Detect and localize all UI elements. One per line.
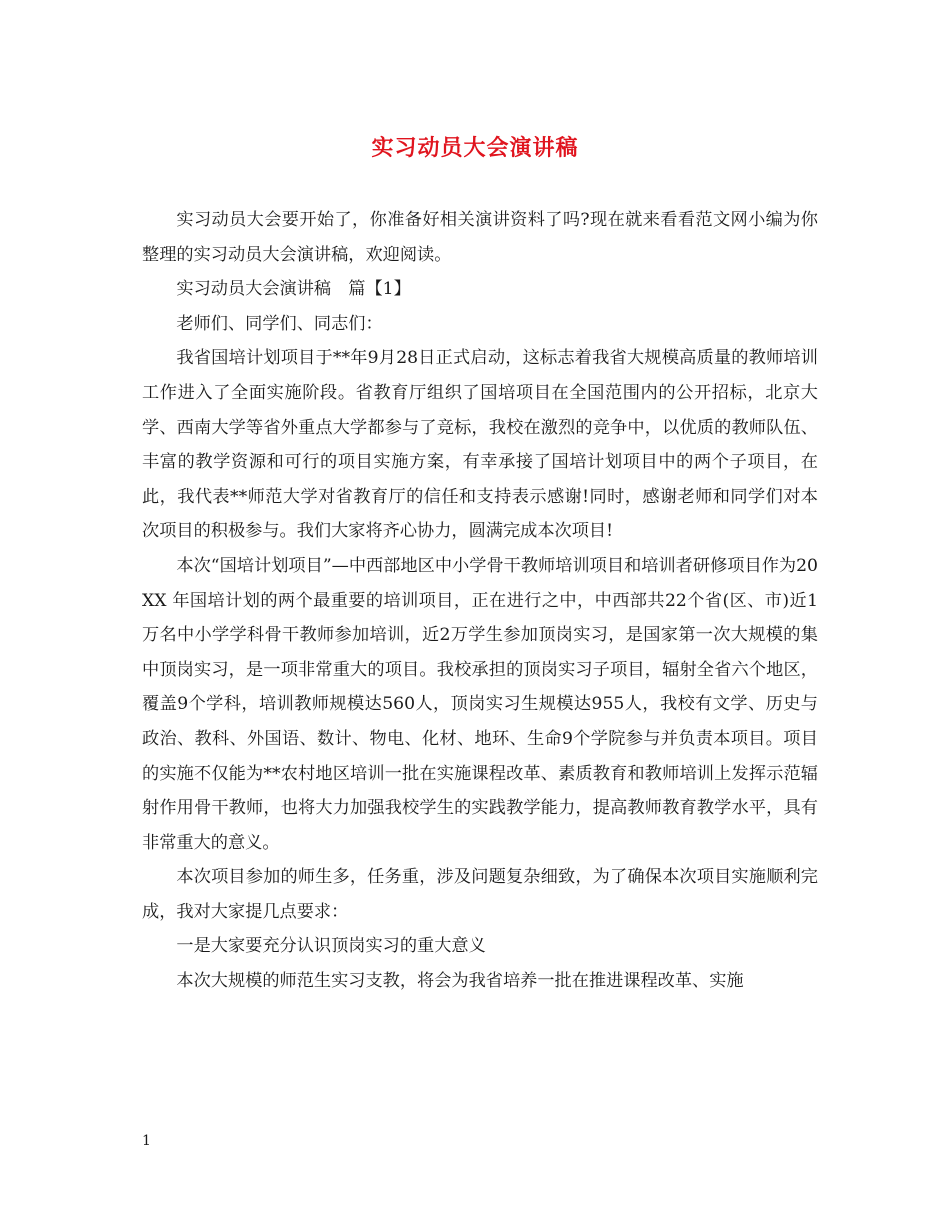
paragraph-body: 本次项目参加的师生多，任务重，涉及问题复杂细致，为了确保本次项目实施顺利完成，我对大家提几点要求：	[142, 867, 818, 922]
paragraph-body: 本次“国培计划项目”—中西部地区中小学骨干教师培训项目和培训者研修项目作为20XX 年国培计划的两个最重要的培训项目，正在进行之中，中西部共22个省(区、市)近1万名中小学学科骨干教师参加培训，近2万学生参加顶岗实习，是国家第一次大规模的集中顶岗实习，是一项非常重大的项目。我校承担的顶岗实习子项目，辐射全省六个地区，覆盖9个学科，培训教师规模达560人，顶岗实习生规模达955人，我校有文学、历史与政治、教科、外国语、数计、物电、化材、地环、生命9个学院参与并负责本项目。项目的实施不仅能为**农村地区培训一批在实施课程改革、素质教育和教师培训上发挥示范辐射作用骨干教师，也将大力加强我校学生的实践教学能力，提高教师教育教学水平，具有非常重大的意义。	[142, 555, 818, 853]
document-title: 实习动员大会演讲稿	[371, 135, 579, 161]
paragraph-body: 我省国培计划项目于**年9月28日正式启动，这标志着我省大规模高质量的教师培训工作进入了全面实施阶段。省教育厅组织了国培项目在全国范围内的公开招标，北京大学、西南大学等省外重点大学都参与了竞标，我校在激烈的竞争中，以优质的教师队伍、丰富的教学资源和可行的项目实施方案，有幸承接了国培计划项目中的两个子项目，在此，我代表**师范大学对省教育厅的信任和支持表示感谢!同时，感谢老师和同学们对本次项目的积极参与。我们大家将齐心协力，圆满完成本次项目!	[142, 348, 818, 542]
document-body	[142, 203, 818, 999]
paragraph-body: 本次大规模的师范生实习支教，将会为我省培养一批在推进课程改革、实施	[176, 971, 744, 992]
paragraph-section-heading: 实习动员大会演讲稿 篇【1】	[176, 279, 411, 300]
paragraph-subheading: 一是大家要充分认识顶岗实习的重大意义	[176, 936, 486, 957]
page-number: 1	[142, 1133, 151, 1149]
paragraph-salutation: 老师们、同学们、同志们：	[176, 313, 383, 334]
paragraph-intro: 实习动员大会要开始了，你准备好相关演讲资料了吗?现在就来看看范文网小编为你整理的实习动员大会演讲稿，欢迎阅读。	[142, 210, 818, 265]
